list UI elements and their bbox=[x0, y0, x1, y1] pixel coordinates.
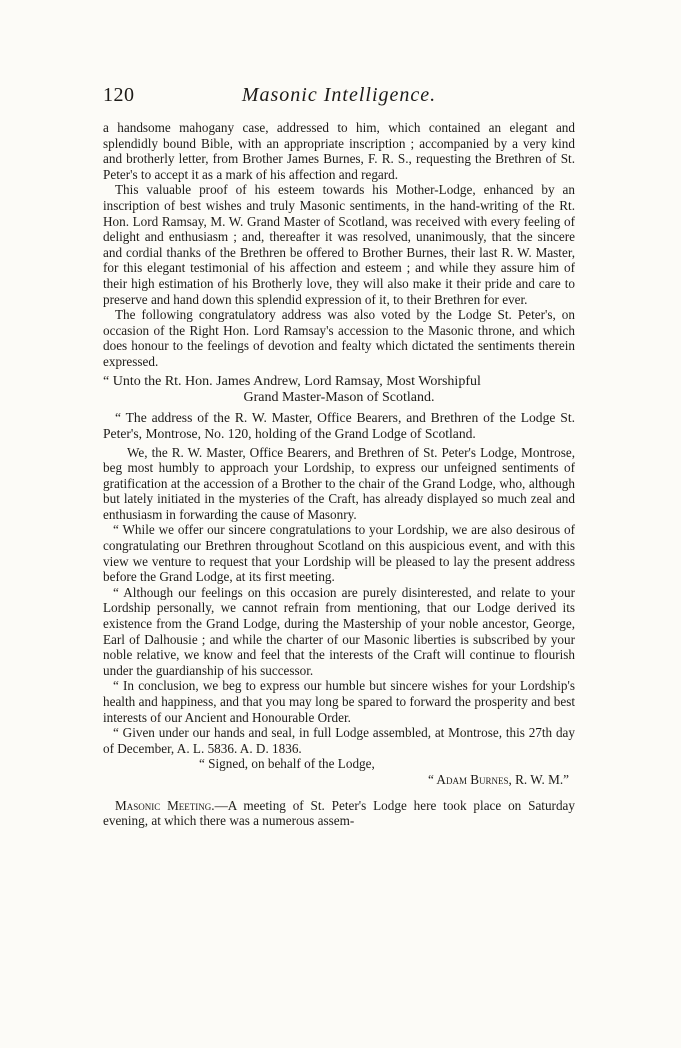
paragraph-masonic-meeting bbox=[103, 798, 575, 829]
paragraph-2: This valuable proof of his esteem towards his Mother-Lodge, enhanced by an inscription of best wishes and truly Masonic sentiments, in the hand-writing of the Rt. Hon. Lord Ramsay, M. W. Grand Master of Scotland, was received with every feeling of delight and enthusiasm ; and, thereafter it was resolved, unanimously, that the sincere and cordial thanks of the Brethren be offered to Brother Burnes, their last R. W. Master, for this elegant testimonial of his affection and esteem ; and while they assure him of their high estimation of his Brotherly love, they will also make it their pride and care to preserve and hand down this splendid expression of it, to their Brethren for ever. bbox=[103, 182, 575, 307]
paragraph-address-4: “ In conclusion, we beg to express our humble but sincere wishes for your Lordship's health and happiness, and that you may long be spared to forward the prosperity and best interests of our Ancient and Honourable Order. bbox=[103, 678, 575, 725]
paragraph-address-3: “ Although our feelings on this occasion are purely disinterested, and relate to your Lordship personally, we cannot refrain from mentioning, that our Lodge derived its existence from the Grand Lodge, during the Mastership of your noble ancestor, George, Earl of Dalhousie ; and while the charter of our Masonic liberties is subscribed by your noble relative, we know and feel that the interests of the Craft will continue to flourish under the guardianship of his successor. bbox=[103, 584, 575, 678]
paragraph-address-2: “ While we offer our sincere congratulations to your Lordship, we are also desirous of congratulating our Brethren throughout Scotland on this auspicious event, and with this view we venture to request that your Lordship will be pleased to lay the present address before the Grand Lodge, at its first meeting. bbox=[103, 522, 575, 585]
paragraph-address-intro: “ The address of the R. W. Master, Office Bearers, and Brethren of the Lodge St. Peter's, Montrose, No. 120, holding of the Grand Lodge of Scotland. bbox=[103, 409, 575, 441]
document-page bbox=[103, 84, 575, 829]
paragraph-3: The following congratulatory address was also voted by the Lodge St. Peter's, on occasion of the Right Hon. Lord Ramsay's accession to the Masonic throne, and which does honour to the feelings of devotion and fealty which dictated the sentiments therein expressed. bbox=[103, 307, 575, 369]
section-text: —A meeting of St. Peter's Lodge here took place on Saturday evening, at which there was a numerous assem- bbox=[103, 797, 575, 829]
running-head: Masonic Intelligence. bbox=[241, 84, 437, 106]
paragraph-address-1: We, the R. W. Master, Office Bearers, and Brethren of St. Peter's Lodge, Montrose, beg most humbly to approach your Lordship, to express our unfeigned sentiments of gratification at the accession of a Brother to the chair of the Grand Lodge, who, although but lately initiated in the mysteries of the Craft, has already displayed so much zeal and enthusiasm in forwarding the cause of Masonry. bbox=[103, 444, 575, 522]
page-number: 120 bbox=[103, 84, 135, 106]
paragraph-address-5: “ Given under our hands and seal, in full Lodge assembled, at Montrose, this 27th day of December, A. L. 5836. A. D. 1836. bbox=[103, 725, 575, 756]
section-lead: Masonic Meeting. bbox=[115, 797, 215, 813]
page-header bbox=[103, 84, 575, 114]
address-heading-line-1: “ Unto the Rt. Hon. James Andrew, Lord Ramsay, Most Worshipful bbox=[103, 373, 481, 389]
address-heading-line-2: Grand Master-Mason of Scotland. bbox=[243, 390, 435, 405]
signed-line: “ Signed, on behalf of the Lodge, bbox=[199, 756, 375, 772]
body-text bbox=[103, 120, 575, 829]
paragraph-1: a handsome mahogany case, addressed to him, which contained an elegant and splendidly bound Bible, with an appropriate inscription ; accompanied by a very kind and brotherly letter, from Brother James Burnes, F. R. S., requesting the Brethren of St. Peter's to accept it as a mark of his affection and regard. bbox=[103, 120, 575, 182]
address-heading bbox=[103, 374, 575, 407]
signature-line: “ Adam Burnes, R. W. M.” bbox=[428, 771, 569, 787]
